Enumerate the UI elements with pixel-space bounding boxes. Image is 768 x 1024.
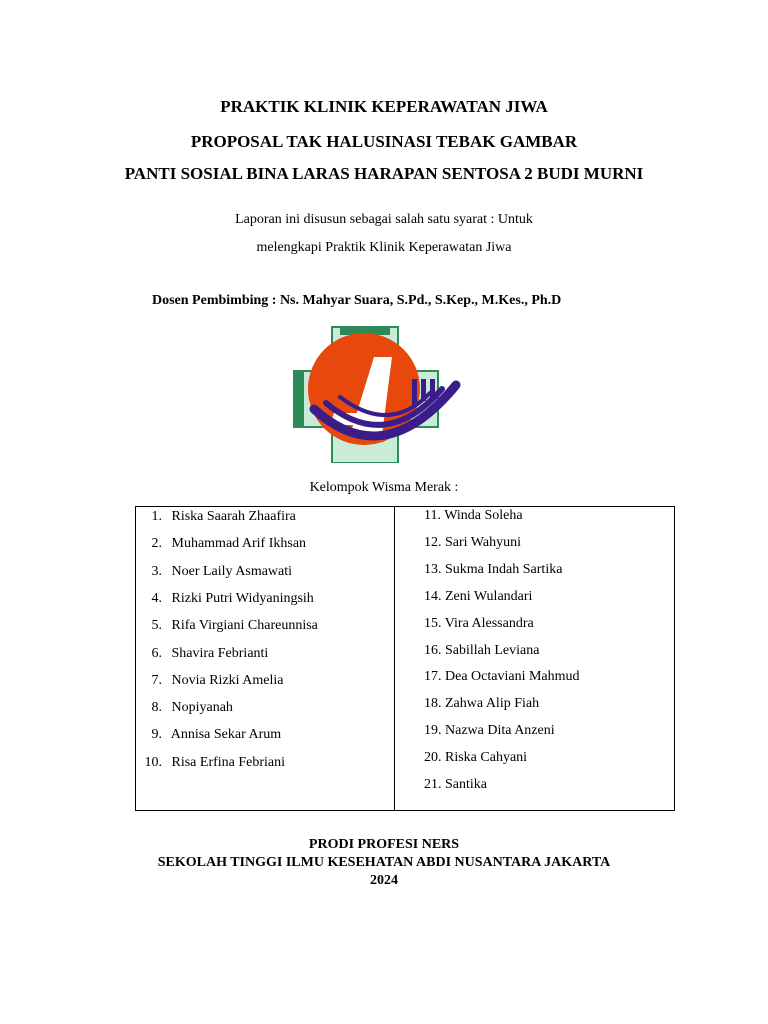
list-item	[138, 564, 292, 580]
member-number: 12.	[424, 534, 442, 550]
member-number: 19.	[424, 723, 442, 739]
member-name: Muhammad Arif Ikhsan	[171, 536, 307, 552]
list-item	[138, 646, 268, 662]
footer-institution: SEKOLAH TINGGI ILMU KESEHATAN ABDI NUSANTARA JAKARTA	[157, 855, 611, 870]
list-item	[138, 755, 285, 771]
list-item	[138, 509, 296, 525]
member-number: 7.	[151, 672, 162, 688]
list-item	[424, 562, 562, 578]
member-number: 17.	[424, 669, 442, 685]
member-number: 5.	[151, 618, 162, 634]
member-number: 3.	[151, 563, 162, 579]
member-number: 9.	[151, 727, 162, 743]
member-name: Sukma Indah Sartika	[445, 561, 563, 577]
title-line-3: PANTI SOSIAL BINA LARAS HARAPAN SENTOSA 2 BUDI MURNI	[124, 164, 644, 183]
member-name: Rifa Virgiani Chareunnisa	[171, 618, 318, 634]
list-item	[138, 618, 318, 634]
member-name: Zeni Wulandari	[445, 588, 533, 604]
list-item	[138, 673, 283, 689]
list-item	[424, 589, 532, 605]
member-name: Shavira Febrianti	[171, 645, 269, 661]
member-name: Dea Octaviani Mahmud	[445, 669, 580, 685]
member-number: 4.	[151, 590, 162, 606]
member-name: Sabillah Leviana	[445, 642, 540, 658]
member-name: Novia Rizki Amelia	[171, 672, 284, 688]
list-item	[424, 535, 521, 551]
institution-logo-icon	[288, 323, 468, 463]
member-number: 15.	[424, 615, 442, 631]
list-item	[424, 616, 534, 632]
members-table	[135, 506, 675, 811]
list-item	[424, 669, 580, 685]
list-item	[138, 591, 314, 607]
member-number: 8.	[151, 700, 162, 716]
list-item	[424, 643, 539, 659]
list-item	[138, 727, 281, 743]
member-number: 20.	[424, 750, 442, 766]
title-line-1: PRAKTIK KLINIK KEPERAWATAN JIWA	[220, 97, 548, 116]
member-name: Risa Erfina Febriani	[171, 754, 286, 770]
subtitle-line-1: Laporan ini disusun sebagai salah satu syarat : Untuk	[235, 212, 533, 227]
subtitle-line-2: melengkapi Praktik Klinik Keperawatan Jiwa	[256, 240, 512, 255]
list-item	[138, 700, 233, 716]
member-number: 11.	[424, 508, 441, 523]
member-number: 18.	[424, 696, 442, 712]
member-number: 13.	[424, 561, 442, 577]
member-name: Annisa Sekar Arum	[170, 727, 282, 743]
member-name: Noer Laily Asmawati	[171, 563, 293, 579]
list-item	[424, 723, 555, 739]
member-name: Sari Wahyuni	[445, 534, 521, 550]
member-number: 6.	[151, 645, 162, 661]
title-line-2: PROPOSAL TAK HALUSINASI TEBAK GAMBAR	[190, 132, 578, 151]
footer-year: 2024	[370, 873, 398, 888]
member-name: Nopiyanah	[171, 700, 233, 716]
member-number: 2.	[151, 536, 162, 552]
group-label: Kelompok Wisma Merak :	[309, 480, 459, 495]
member-name: Nazwa Dita Anzeni	[445, 723, 555, 739]
member-name: Santika	[445, 777, 487, 792]
footer-program: PRODI PROFESI NERS	[308, 837, 460, 852]
member-name: Riska Cahyani	[445, 750, 528, 766]
table-divider	[394, 507, 395, 810]
member-name: Zahwa Alip Fiah	[445, 696, 540, 712]
member-number: 14.	[424, 588, 442, 604]
list-item	[424, 750, 527, 766]
member-number: 10.	[144, 754, 162, 770]
list-item	[138, 536, 306, 552]
list-item	[424, 508, 523, 524]
member-name: Vira Alessandra	[444, 615, 534, 631]
member-name: Riska Saarah Zhaafira	[171, 509, 296, 524]
member-number: 1.	[151, 509, 162, 524]
member-name: Winda Soleha	[444, 508, 523, 523]
supervisor-line: Dosen Pembimbing : Ns. Mahyar Suara, S.Pd., S.Kep., M.Kes., Ph.D	[152, 293, 562, 308]
list-item	[424, 696, 539, 712]
member-name: Rizki Putri Widyaningsih	[171, 590, 314, 606]
list-item	[424, 777, 487, 793]
member-number: 16.	[424, 642, 442, 658]
member-number: 21.	[424, 777, 442, 792]
